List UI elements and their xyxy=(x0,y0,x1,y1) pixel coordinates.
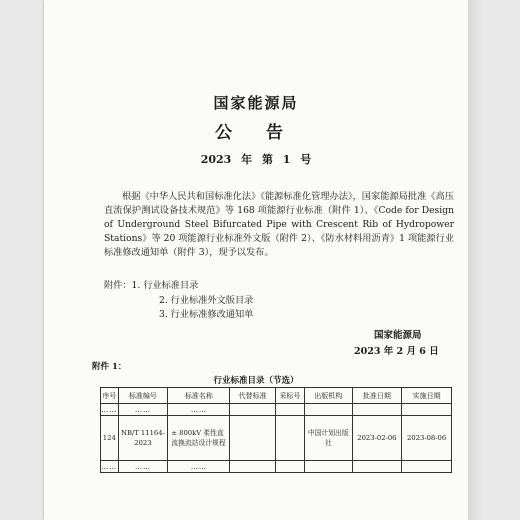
notice-body: 根据《中华人民共和国标准化法》《能源标准化管理办法》，国家能源局批准《高压直流保护测试设备技术规范》等 168 项能源行业标准（附件 1）、《Code for Design of Underground Steel Bifurcated Pipe with Crescent Rib of Hydropower Stations》等 20 项能源行业标准外文版（附件 2）、《防水材料用沥青》1 项能源行业标准修改通知单（附件 3），现予以发布。 xyxy=(104,191,454,258)
header-publisher: 出版机构 xyxy=(304,388,352,404)
notice-number: 2023 年 第 1 号 xyxy=(200,153,312,166)
header-adopt: 采标号 xyxy=(275,388,304,404)
document-page xyxy=(44,0,468,520)
cell-code: NB/T 11164-2023 xyxy=(118,416,168,461)
cell-replaces xyxy=(230,416,276,461)
signature-agency: 国家能源局 xyxy=(374,330,422,341)
signature-date: 2023 年 2 月 6 日 xyxy=(354,346,439,357)
appendix-label: 附件 1： xyxy=(92,362,127,372)
table-row: …… …… …… xyxy=(101,461,452,473)
attachment-item: 2. 行业标准外文版目录 xyxy=(159,295,254,306)
table-header-row xyxy=(101,388,452,404)
notice-title: 公 告 xyxy=(215,123,297,143)
cell-effective: 2023-08-06 xyxy=(402,416,452,461)
standards-table xyxy=(100,387,452,473)
attachment-label: 附件：1. 行业标准目录 xyxy=(104,280,199,291)
attachment-item: 3. 行业标准修改通知单 xyxy=(159,309,254,320)
table-title: 行业标准目录（节选） xyxy=(213,376,299,386)
header-replaces: 代替标准 xyxy=(230,388,276,404)
cell-index: 124 xyxy=(101,416,119,461)
cell-adopt xyxy=(275,416,304,461)
issuing-agency: 国家能源局 xyxy=(213,94,299,112)
header-approved: 批准日期 xyxy=(352,388,402,404)
table-row xyxy=(101,416,452,461)
header-effective: 实施日期 xyxy=(402,388,452,404)
header-index: 序号 xyxy=(101,388,119,404)
cell-approved: 2023-02-06 xyxy=(352,416,402,461)
header-name: 标准名称 xyxy=(168,388,230,404)
cell-name: ± 800kV 柔性直流换流站设计规程 xyxy=(168,416,230,461)
table-row: …… …… …… xyxy=(101,404,452,416)
header-code: 标准编号 xyxy=(118,388,168,404)
cell-publisher: 中国计划出版社 xyxy=(304,416,352,461)
